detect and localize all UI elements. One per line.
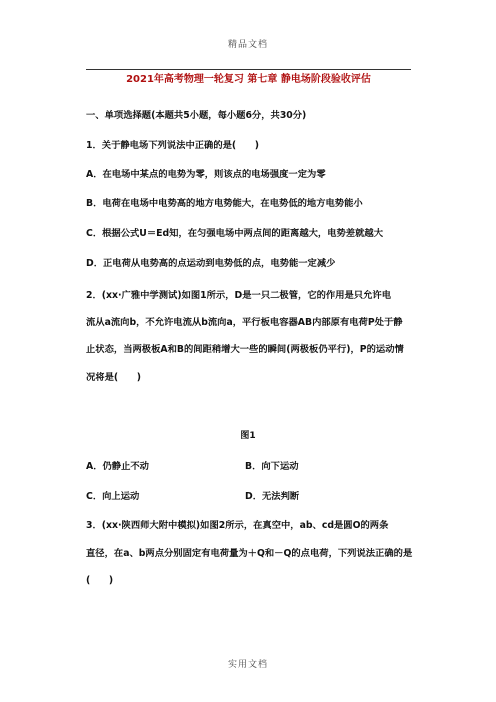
question-2-line-2: 流从a流向b，不允许电流从b流向a，平行板电容器AB内部原有电荷P处于静 — [86, 317, 403, 328]
page-footer-note: 实用文档 — [227, 660, 268, 670]
question-1-option-c: C．根据公式U＝Ed知，在匀强电场中两点间的距离越大，电势差就越大 — [86, 228, 383, 239]
question-1-stem: 1．关于静电场下列说法中正确的是( ) — [86, 140, 260, 151]
question-2-line-4: 况将是( ) — [86, 372, 141, 383]
page-header-note: 精品文档 — [227, 40, 268, 50]
section-heading: 一、单项选择题(本题共5小题，每小题6分，共30分) — [86, 110, 307, 121]
question-3-line-1: 3．(xx·陕西师大附中模拟)如图2所示，在真空中，ab、cd是圆O的两条 — [86, 520, 389, 531]
question-3-line-3: ( ) — [86, 575, 114, 586]
question-1-option-d: D．正电荷从电势高的点运动到电势低的点，电势能一定减少 — [86, 258, 336, 269]
figure-1-label: 图1 — [240, 431, 256, 441]
question-2-option-b: B．向下运动 — [245, 461, 299, 472]
question-2-line-3: 止状态，当两极板A和B的间距稍增大一些的瞬间(两极板仍平行)，P的运动情 — [86, 344, 404, 355]
question-1-option-a: A．在电场中某点的电势为零，则该点的电场强度一定为零 — [86, 169, 326, 180]
question-2-option-a: A．仍静止不动 — [86, 461, 149, 472]
question-1-option-b: B．电荷在电场中电势高的地方电势能大，在电势低的地方电势能小 — [86, 198, 363, 209]
question-2-option-d: D．无法判断 — [245, 491, 300, 502]
question-3-line-2: 直径，在a、b两点分别固定有电荷量为＋Q和－Q的点电荷，下列说法正确的是 — [86, 548, 413, 559]
question-2-option-c: C．向上运动 — [86, 491, 140, 502]
document-title: 2021年高考物理一轮复习 第七章 静电场阶段验收评估 — [126, 74, 371, 85]
question-2-line-1: 2．(xx·广雅中学测试)如图1所示，D是一只二极管，它的作用是只允许电 — [86, 290, 391, 301]
